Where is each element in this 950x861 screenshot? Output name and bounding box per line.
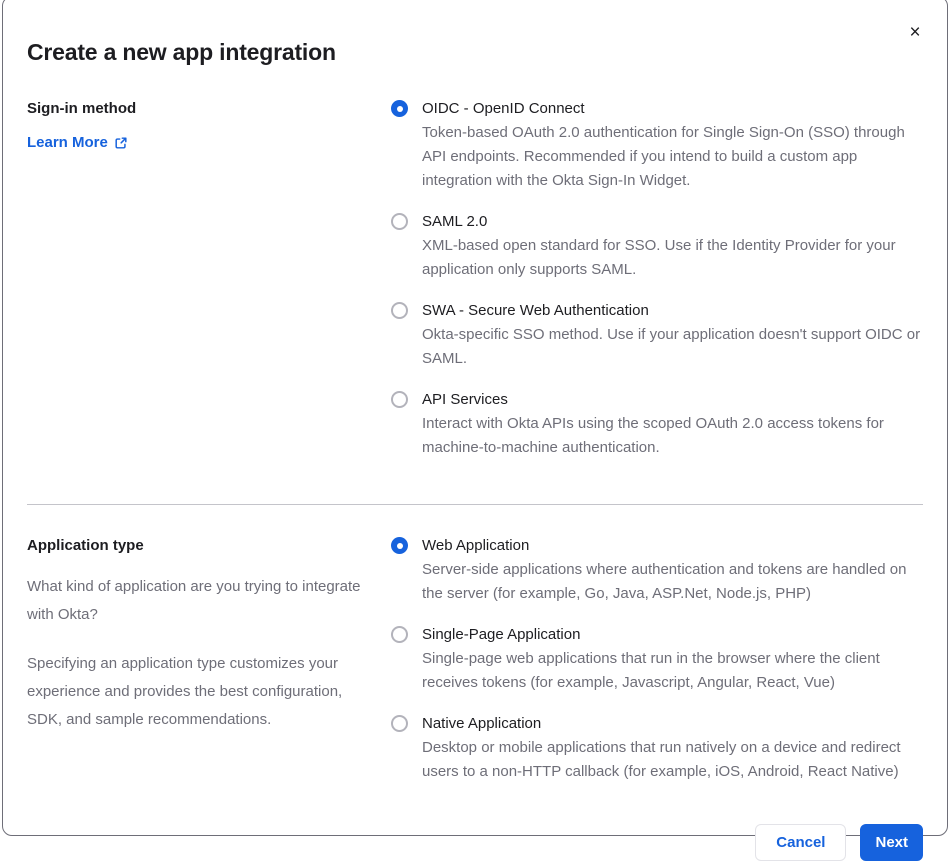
- sign-in-method-label: Sign-in method: [27, 100, 137, 117]
- radio-option-description: XML-based open standard for SSO. Use if the Identity Provider for your application only supports SAML.: [422, 237, 896, 278]
- radio-option-single-page-application[interactable]: [391, 623, 923, 695]
- application-type-options: [391, 534, 923, 784]
- radio-option-label: OIDC - OpenID Connect: [422, 100, 585, 117]
- radio-option-label: SAML 2.0: [422, 213, 488, 230]
- next-button[interactable]: Next: [860, 824, 923, 861]
- radio-option-label: API Services: [422, 391, 508, 408]
- radio-option-api-services[interactable]: [391, 388, 923, 460]
- application-type-label: Application type: [27, 537, 144, 554]
- radio-option-description: Okta-specific SSO method. Use if your application doesn't support OIDC or SAML.: [422, 326, 921, 367]
- application-type-description-2: Specifying an application type customizes your experience and provides the best configuration, SDK, and sample recommendations.: [27, 655, 343, 728]
- radio-unselected-icon[interactable]: [391, 715, 408, 732]
- radio-option-native-application[interactable]: [391, 712, 923, 784]
- page-title: Create a new app integration: [27, 39, 336, 65]
- radio-unselected-icon[interactable]: [391, 626, 408, 643]
- radio-unselected-icon[interactable]: [391, 213, 408, 230]
- radio-option-label: Web Application: [422, 537, 530, 554]
- close-icon[interactable]: ×: [903, 21, 927, 45]
- radio-option-description: Interact with Okta APIs using the scoped OAuth 2.0 access tokens for machine-to-machine authentication.: [422, 415, 884, 456]
- radio-unselected-icon[interactable]: [391, 302, 408, 319]
- create-app-integration-dialog: [2, 0, 948, 851]
- radio-option-label: Single-Page Application: [422, 626, 581, 643]
- radio-option-description: Desktop or mobile applications that run natively on a device and redirect users to a non-HTTP callback (for example, iOS, Android, React Native): [422, 739, 901, 780]
- sign-in-method-options: [391, 97, 923, 460]
- radio-option-description: Server-side applications where authentication and tokens are handled on the server (for example, Go, Java, ASP.Net, Node.js, PHP): [422, 561, 907, 602]
- cancel-button[interactable]: Cancel: [755, 824, 846, 861]
- radio-option-description: Single-page web applications that run in the browser where the client receives tokens (for example, Javascript, Angular, React, Vue): [422, 650, 880, 691]
- sign-in-method-left-col: [27, 97, 377, 460]
- radio-option-label: Native Application: [422, 715, 542, 732]
- radio-option-description: Token-based OAuth 2.0 authentication for Single Sign-On (SSO) through API endpoints. Recommended if you intend to build a custom app integration with the Okta Sign-In Widget.: [422, 124, 905, 189]
- radio-option-swa[interactable]: [391, 299, 923, 371]
- application-type-section: [27, 534, 923, 784]
- radio-option-oidc[interactable]: [391, 97, 923, 193]
- radio-option-saml[interactable]: [391, 210, 923, 282]
- learn-more-label: Learn More: [27, 134, 108, 151]
- radio-option-label: SWA - Secure Web Authentication: [422, 302, 649, 319]
- section-divider: [27, 504, 923, 505]
- radio-selected-icon[interactable]: [391, 537, 408, 554]
- radio-option-web-application[interactable]: [391, 534, 923, 606]
- application-type-left-col: [27, 534, 377, 784]
- radio-selected-icon[interactable]: [391, 100, 408, 117]
- radio-unselected-icon[interactable]: [391, 391, 408, 408]
- external-link-icon: [114, 136, 128, 150]
- learn-more-link[interactable]: [27, 134, 128, 151]
- sign-in-method-section: [27, 97, 923, 460]
- application-type-description-1: What kind of application are you trying to integrate with Okta?: [27, 578, 361, 623]
